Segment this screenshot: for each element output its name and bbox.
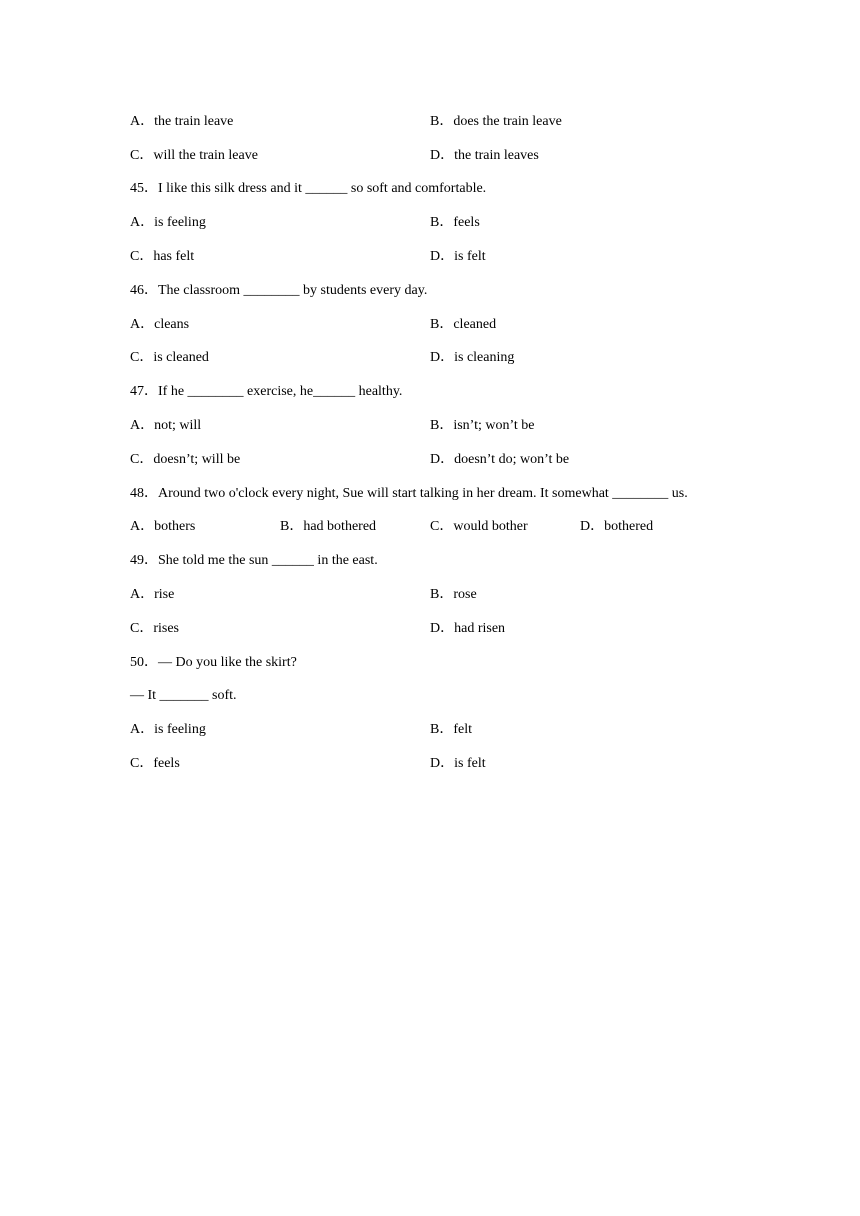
option-b: B．isn’t; won’t be [430,418,535,433]
question-46: 46．The classroom ________ by students every day. [130,283,428,298]
option-d: D．had risen [430,621,506,636]
option-d: D．is felt [430,249,486,264]
option-d: D．is cleaning [430,350,515,365]
options-line [130,753,750,775]
option-d: D．bothered [580,519,654,534]
option-b: B．cleaned [430,317,497,332]
options-line [130,618,750,640]
option-b: B．had bothered [280,519,377,534]
options-line [130,347,750,369]
option-c: C．will the train leave [130,148,258,163]
options-line [130,719,750,741]
option-b: B．does the train leave [430,114,562,129]
option-c: C．feels [130,756,180,771]
options-line [130,415,750,437]
option-a: A．is feeling [130,722,206,737]
options-line [130,111,750,133]
options-line [130,212,750,234]
options-line [130,145,750,167]
question-48: 48．Around two o'clock every night, Sue will start talking in her dream. It somewhat ________ us. [130,486,688,501]
options-line [130,246,750,268]
option-a: A．is feeling [130,215,206,230]
option-a: A．not; will [130,418,202,433]
options-line [130,314,750,336]
question-47: 47．If he ________ exercise, he______ healthy. [130,384,403,399]
question-50: 50．— Do you like the skirt? [130,655,297,670]
option-b: B．feels [430,215,480,230]
option-c: C．has felt [130,249,195,264]
option-c: C．is cleaned [130,350,209,365]
option-b: B．rose [430,587,477,602]
option-d: D．doesn’t do; won’t be [430,452,570,467]
option-d: D．the train leaves [430,148,539,163]
options-line [130,584,750,606]
options-line [130,449,750,471]
option-c: C．rises [130,621,179,636]
option-b: B．felt [430,722,472,737]
option-a: A．bothers [130,519,196,534]
option-a: A．cleans [130,317,190,332]
option-c: C．doesn’t; will be [130,452,241,467]
question-45: 45．I like this silk dress and it ______ so soft and comfortable. [130,181,487,196]
options-line [130,516,750,538]
option-c: C．would bother [430,519,528,534]
dialogue-line: — It _______ soft. [130,688,237,703]
option-a: A．the train leave [130,114,234,129]
question-49: 49．She told me the sun ______ in the east. [130,553,378,568]
option-a: A．rise [130,587,175,602]
option-d: D．is felt [430,756,486,771]
